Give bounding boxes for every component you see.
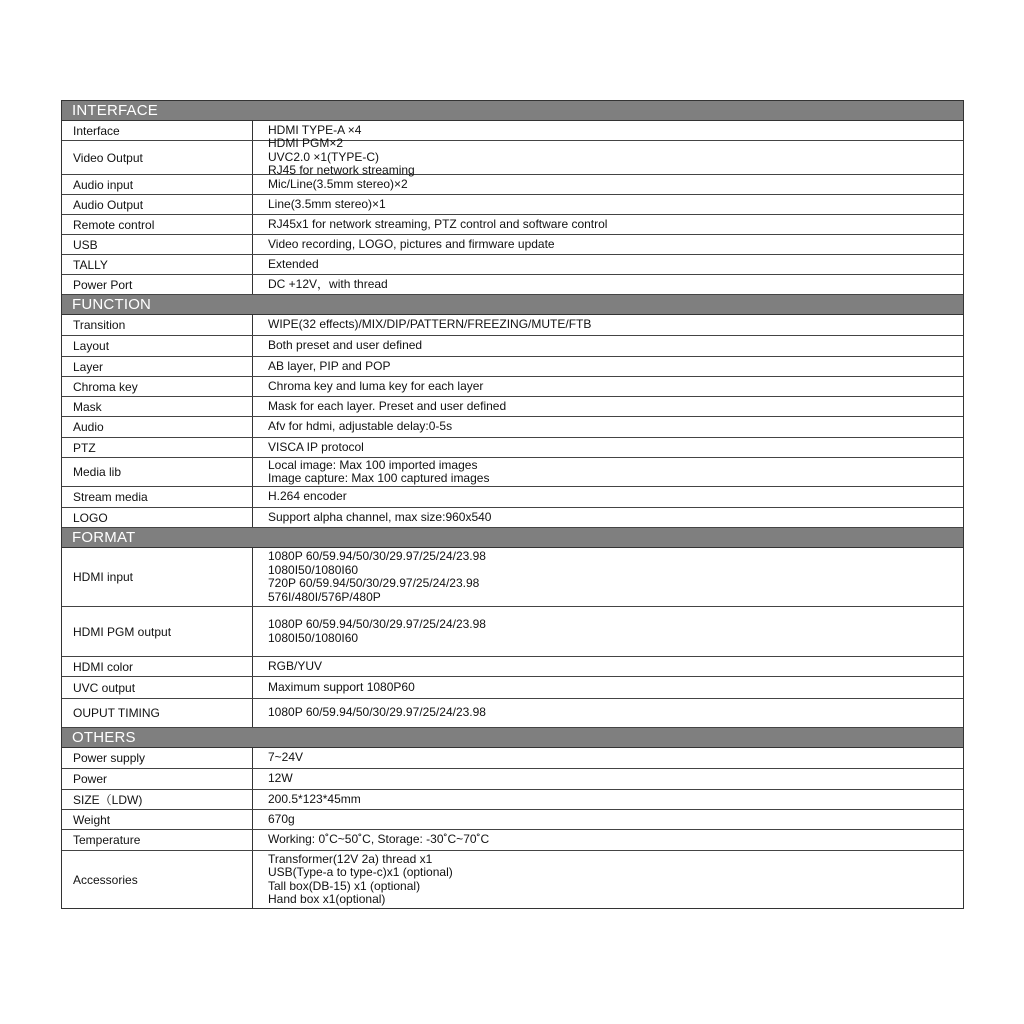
spec-value	[253, 769, 963, 789]
spec-row	[62, 487, 963, 508]
spec-row	[62, 607, 963, 657]
spec-table	[61, 100, 964, 909]
spec-label: Power supply	[62, 748, 253, 768]
spec-label: Audio input	[62, 175, 253, 194]
spec-row	[62, 315, 963, 336]
spec-row	[62, 508, 963, 528]
spec-row	[62, 195, 963, 215]
spec-value	[253, 677, 963, 698]
spec-value-line: USB(Type-a to type-c)x1 (optional)	[268, 865, 453, 879]
spec-value	[253, 810, 963, 829]
spec-value	[253, 699, 963, 727]
spec-label: HDMI color	[62, 657, 253, 676]
spec-value-line: HDMI PGM×2	[268, 136, 344, 151]
spec-value-line: 1080P 60/59.94/50/30/29.97/25/24/23.98	[268, 705, 486, 720]
spec-value-line: Mic/Line(3.5mm stereo)×2	[268, 176, 408, 191]
spec-label: HDMI input	[62, 548, 253, 606]
spec-row	[62, 748, 963, 769]
spec-value-line: HDMI TYPE-A ×4	[268, 122, 362, 137]
spec-value	[253, 417, 963, 437]
spec-label: Stream media	[62, 487, 253, 507]
spec-label: Media lib	[62, 458, 253, 486]
spec-value-line: 1080I50/1080I60	[268, 630, 359, 645]
spec-value-line: RJ45 for network streaming	[268, 163, 415, 178]
spec-label: PTZ	[62, 438, 253, 457]
spec-label: LOGO	[62, 508, 253, 527]
spec-row	[62, 790, 963, 810]
spec-value-line: Video recording, LOGO, pictures and firmware update	[268, 236, 555, 251]
spec-value-line: AB layer, PIP and POP	[268, 358, 391, 373]
spec-label: Layout	[62, 336, 253, 356]
spec-value-line: DC +12V，with thread	[268, 276, 388, 291]
spec-value	[253, 508, 963, 527]
spec-value-line: Afv for hdmi, adjustable delay:0-5s	[268, 419, 453, 434]
spec-value-line: Image capture: Max 100 captured images	[268, 471, 490, 485]
spec-label: Temperature	[62, 830, 253, 850]
spec-label: Power Port	[62, 275, 253, 294]
spec-value-line: 720P 60/59.94/50/30/29.97/25/24/23.98	[268, 576, 480, 590]
spec-label: Accessories	[62, 851, 253, 908]
spec-value	[253, 336, 963, 356]
spec-value	[253, 830, 963, 850]
spec-row	[62, 438, 963, 458]
spec-label: Remote control	[62, 215, 253, 234]
spec-value	[253, 255, 963, 274]
spec-value-line: Both preset and user defined	[268, 338, 423, 353]
spec-label: UVC output	[62, 677, 253, 698]
section-header-interface: INTERFACE	[62, 101, 963, 121]
spec-value-line: VISCA IP protocol	[268, 439, 364, 454]
spec-row	[62, 215, 963, 235]
spec-value-line: 1080P 60/59.94/50/30/29.97/25/24/23.98	[268, 617, 486, 631]
spec-value-line: Tall box(DB-15) x1 (optional)	[268, 878, 421, 893]
spec-row	[62, 336, 963, 357]
spec-value-line: 12W	[268, 771, 293, 786]
spec-value	[253, 357, 963, 376]
spec-row	[62, 235, 963, 255]
spec-value	[253, 438, 963, 457]
section-header-function: FUNCTION	[62, 295, 963, 315]
spec-value	[253, 235, 963, 254]
spec-row	[62, 851, 963, 908]
spec-value-line: 200.5*123*45mm	[268, 791, 361, 806]
spec-value-line: Local image: Max 100 imported images	[268, 457, 478, 472]
spec-row	[62, 136, 963, 178]
spec-label: Power	[62, 769, 253, 789]
spec-row	[62, 548, 963, 607]
spec-value	[253, 607, 963, 656]
spec-label: Audio Output	[62, 195, 253, 214]
spec-value	[253, 458, 963, 486]
spec-value-line: Support alpha channel, max size:960x540	[268, 509, 492, 524]
spec-value	[253, 195, 963, 214]
spec-row	[62, 830, 963, 851]
spec-label: Interface	[62, 121, 253, 140]
spec-row	[62, 377, 963, 397]
spec-label: OUPUT TIMING	[62, 699, 253, 727]
spec-row	[62, 397, 963, 417]
spec-row	[62, 699, 963, 728]
spec-value-line: 670g	[268, 811, 295, 826]
spec-row	[62, 769, 963, 790]
spec-label: Transition	[62, 315, 253, 335]
spec-row	[62, 357, 963, 377]
spec-label: Mask	[62, 397, 253, 416]
section-header-format: FORMAT	[62, 528, 963, 548]
spec-row	[62, 255, 963, 275]
spec-value	[253, 136, 963, 178]
spec-row	[62, 810, 963, 830]
spec-label: USB	[62, 235, 253, 254]
spec-row	[62, 677, 963, 699]
spec-label: Weight	[62, 810, 253, 829]
spec-value	[253, 548, 963, 606]
spec-value-line: Working: 0˚C~50˚C, Storage: -30˚C~70˚C	[268, 832, 490, 847]
spec-value	[253, 657, 963, 676]
spec-value-line: Mask for each layer. Preset and user defined	[268, 398, 507, 413]
spec-value-line: Chroma key and luma key for each layer	[268, 378, 484, 393]
spec-row	[62, 175, 963, 195]
spec-value-line: Transformer(12V 2a) thread x1	[268, 851, 433, 866]
spec-value-line: UVC2.0 ×1(TYPE-C)	[268, 149, 380, 164]
spec-value-line: 1080I50/1080I60	[268, 562, 359, 577]
spec-value-line: RJ45x1 for network streaming, PTZ control and software control	[268, 216, 608, 231]
spec-label: Video Output	[62, 141, 253, 174]
section-header-others: OTHERS	[62, 728, 963, 748]
spec-label: Audio	[62, 417, 253, 437]
spec-value-line: 7~24V	[268, 750, 304, 765]
spec-label: TALLY	[62, 255, 253, 274]
spec-value-line: 1080P 60/59.94/50/30/29.97/25/24/23.98	[268, 549, 486, 563]
spec-value-line: RGB/YUV	[268, 658, 323, 673]
spec-value	[253, 487, 963, 507]
spec-value-line: WIPE(32 effects)/MIX/DIP/PATTERN/FREEZING/MUTE/FTB	[268, 317, 592, 332]
spec-value-line: Hand box x1(optional)	[268, 892, 386, 906]
spec-value	[253, 790, 963, 809]
spec-value	[253, 377, 963, 396]
spec-value	[253, 397, 963, 416]
spec-value	[253, 851, 963, 908]
spec-label: Chroma key	[62, 377, 253, 396]
spec-value	[253, 315, 963, 335]
spec-value-line: Maximum support 1080P60	[268, 679, 415, 694]
spec-label: SIZE（LDW)	[62, 790, 253, 809]
spec-row	[62, 458, 963, 487]
spec-value-line: Line(3.5mm stereo)×1	[268, 196, 386, 211]
spec-value	[253, 215, 963, 234]
spec-label: Layer	[62, 357, 253, 376]
spec-value	[253, 275, 963, 294]
spec-value-line: Extended	[268, 256, 319, 271]
spec-label: HDMI PGM output	[62, 607, 253, 656]
spec-value-line: H.264 encoder	[268, 489, 347, 504]
spec-row	[62, 417, 963, 438]
spec-value	[253, 175, 963, 194]
spec-row	[62, 657, 963, 677]
spec-row	[62, 275, 963, 295]
spec-value-line: 576I/480I/576P/480P	[268, 589, 381, 604]
spec-value	[253, 748, 963, 768]
